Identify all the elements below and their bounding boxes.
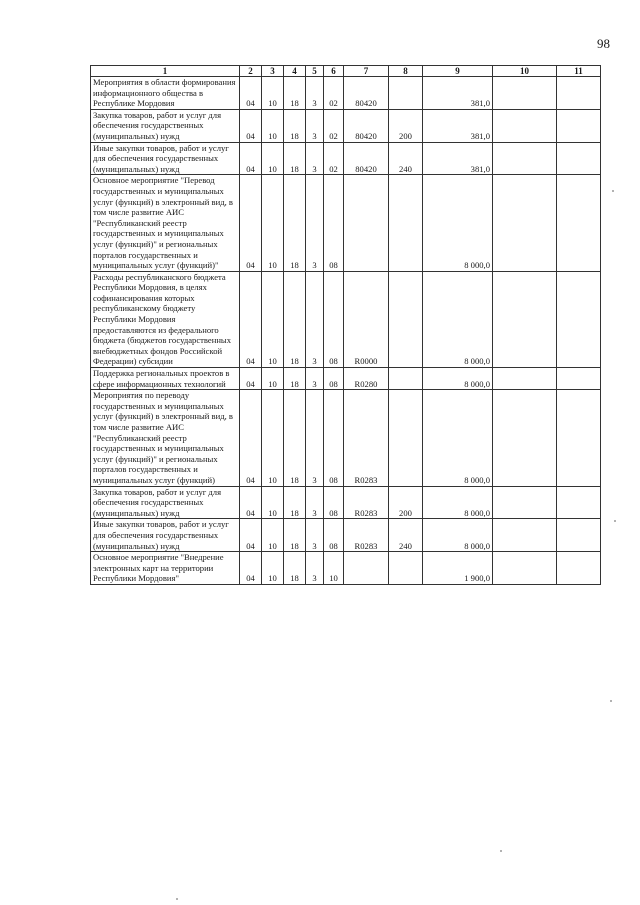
code-cell	[389, 368, 423, 390]
column-header: 5	[306, 66, 324, 77]
table-body	[91, 77, 601, 585]
code-cell: R0280	[344, 368, 389, 390]
code-cell: R0000	[344, 271, 389, 367]
code-cell: 04	[240, 519, 262, 552]
code-cell: 3	[306, 486, 324, 519]
row-name-cell: Мероприятия в области формирования информационного общества в Республике Мордовия	[91, 77, 240, 110]
code-cell: 10	[262, 519, 284, 552]
row-name-cell: Расходы республиканского бюджета Республики Мордовия, в целях софинансирования которых республиканскому бюджету Республики Мордовия предоставляются из федерального бюджета (бюджетов государственных внебюджетных фондов Российской Федерации) субсидии	[91, 271, 240, 367]
table-row	[91, 519, 601, 552]
code-cell: 10	[262, 77, 284, 110]
code-cell: 04	[240, 552, 262, 585]
code-cell: 02	[324, 109, 344, 142]
row-name-cell: Поддержка региональных проектов в сфере информационных технологий	[91, 368, 240, 390]
code-cell: R0283	[344, 390, 389, 486]
code-cell	[389, 390, 423, 486]
code-cell: 08	[324, 519, 344, 552]
row-name-cell: Закупка товаров, работ и услуг для обеспечения государственных (муниципальных) нужд	[91, 486, 240, 519]
code-cell	[389, 77, 423, 110]
code-cell: 18	[284, 519, 306, 552]
code-cell	[389, 175, 423, 271]
amount-cell: 8 000,0	[423, 519, 493, 552]
empty-cell	[493, 552, 557, 585]
empty-cell	[493, 390, 557, 486]
table-row	[91, 552, 601, 585]
code-cell	[344, 175, 389, 271]
code-cell	[344, 552, 389, 585]
row-name-cell: Закупка товаров, работ и услуг для обеспечения государственных (муниципальных) нужд	[91, 109, 240, 142]
empty-cell	[557, 552, 601, 585]
empty-cell	[493, 175, 557, 271]
code-cell	[389, 552, 423, 585]
code-cell: 18	[284, 77, 306, 110]
empty-cell	[557, 142, 601, 175]
code-cell: 3	[306, 552, 324, 585]
code-cell: 10	[262, 109, 284, 142]
empty-cell	[557, 486, 601, 519]
column-header: 10	[493, 66, 557, 77]
table-row	[91, 142, 601, 175]
empty-cell	[557, 390, 601, 486]
code-cell: 04	[240, 175, 262, 271]
empty-cell	[493, 77, 557, 110]
amount-cell: 381,0	[423, 109, 493, 142]
row-name-cell: Основное мероприятие "Внедрение электронных карт на территории Республики Мордовия"	[91, 552, 240, 585]
code-cell: 08	[324, 175, 344, 271]
code-cell: 3	[306, 109, 324, 142]
empty-cell	[557, 77, 601, 110]
table-row	[91, 368, 601, 390]
empty-cell	[493, 368, 557, 390]
page-number: 98	[597, 36, 610, 51]
code-cell: 80420	[344, 77, 389, 110]
code-cell: 10	[262, 486, 284, 519]
code-cell: 04	[240, 390, 262, 486]
code-cell: 18	[284, 390, 306, 486]
amount-cell: 381,0	[423, 142, 493, 175]
code-cell: 10	[324, 552, 344, 585]
amount-cell: 381,0	[423, 77, 493, 110]
code-cell: 10	[262, 142, 284, 175]
code-cell: 10	[262, 368, 284, 390]
code-cell: 240	[389, 142, 423, 175]
code-cell: 3	[306, 175, 324, 271]
code-cell: 08	[324, 368, 344, 390]
code-cell: 04	[240, 109, 262, 142]
code-cell: R0283	[344, 486, 389, 519]
column-header: 11	[557, 66, 601, 77]
column-header: 4	[284, 66, 306, 77]
code-cell: 80420	[344, 142, 389, 175]
code-cell: R0283	[344, 519, 389, 552]
empty-cell	[557, 109, 601, 142]
code-cell: 02	[324, 142, 344, 175]
code-cell: 240	[389, 519, 423, 552]
code-cell: 10	[262, 271, 284, 367]
code-cell: 80420	[344, 109, 389, 142]
code-cell: 04	[240, 142, 262, 175]
header-row	[91, 66, 601, 77]
amount-cell: 8 000,0	[423, 271, 493, 367]
code-cell: 3	[306, 390, 324, 486]
code-cell: 04	[240, 271, 262, 367]
code-cell: 08	[324, 271, 344, 367]
table-row	[91, 109, 601, 142]
amount-cell: 8 000,0	[423, 175, 493, 271]
code-cell: 3	[306, 271, 324, 367]
empty-cell	[493, 486, 557, 519]
column-header: 1	[91, 66, 240, 77]
code-cell: 10	[262, 390, 284, 486]
code-cell	[389, 271, 423, 367]
code-cell: 18	[284, 552, 306, 585]
code-cell: 08	[324, 486, 344, 519]
column-header: 7	[344, 66, 389, 77]
table-row	[91, 271, 601, 367]
amount-cell: 8 000,0	[423, 486, 493, 519]
code-cell: 10	[262, 552, 284, 585]
code-cell: 3	[306, 142, 324, 175]
empty-cell	[493, 519, 557, 552]
code-cell: 3	[306, 368, 324, 390]
code-cell: 04	[240, 77, 262, 110]
column-header: 6	[324, 66, 344, 77]
table-row	[91, 175, 601, 271]
code-cell: 18	[284, 368, 306, 390]
amount-cell: 8 000,0	[423, 390, 493, 486]
budget-table	[90, 65, 601, 585]
amount-cell: 1 900,0	[423, 552, 493, 585]
code-cell: 18	[284, 175, 306, 271]
empty-cell	[493, 142, 557, 175]
column-header: 2	[240, 66, 262, 77]
code-cell: 18	[284, 142, 306, 175]
table-row	[91, 390, 601, 486]
code-cell: 3	[306, 77, 324, 110]
code-cell: 18	[284, 109, 306, 142]
column-header: 9	[423, 66, 493, 77]
empty-cell	[493, 271, 557, 367]
code-cell: 02	[324, 77, 344, 110]
amount-cell: 8 000,0	[423, 368, 493, 390]
empty-cell	[557, 175, 601, 271]
column-header: 8	[389, 66, 423, 77]
code-cell: 08	[324, 390, 344, 486]
code-cell: 3	[306, 519, 324, 552]
empty-cell	[557, 368, 601, 390]
row-name-cell: Иные закупки товаров, работ и услуг для обеспечения государственных (муниципальных) нужд	[91, 142, 240, 175]
empty-cell	[557, 519, 601, 552]
empty-cell	[493, 109, 557, 142]
code-cell: 18	[284, 486, 306, 519]
row-name-cell: Иные закупки товаров, работ и услуг для обеспечения государственных (муниципальных) нужд	[91, 519, 240, 552]
table-row	[91, 77, 601, 110]
code-cell: 04	[240, 368, 262, 390]
table-row	[91, 486, 601, 519]
row-name-cell: Мероприятия по переводу государственных и муниципальных услуг (функций) в электронный вид, в том числе развитие АИС "Республиканский реестр государственных и муниципальных услуг (функций)" и региональных порталов государственных и муниципальных услуг (функций)	[91, 390, 240, 486]
code-cell: 200	[389, 109, 423, 142]
code-cell: 10	[262, 175, 284, 271]
code-cell: 200	[389, 486, 423, 519]
empty-cell	[557, 271, 601, 367]
code-cell: 18	[284, 271, 306, 367]
column-header: 3	[262, 66, 284, 77]
code-cell: 04	[240, 486, 262, 519]
row-name-cell: Основное мероприятие "Перевод государственных и муниципальных услуг (функций) в электронный вид, в том числе развитие АИС "Республиканский реестр государственных и муниципальных услуг (функций)" и региональных порталов государственных и муниципальных услуг (функций)"	[91, 175, 240, 271]
